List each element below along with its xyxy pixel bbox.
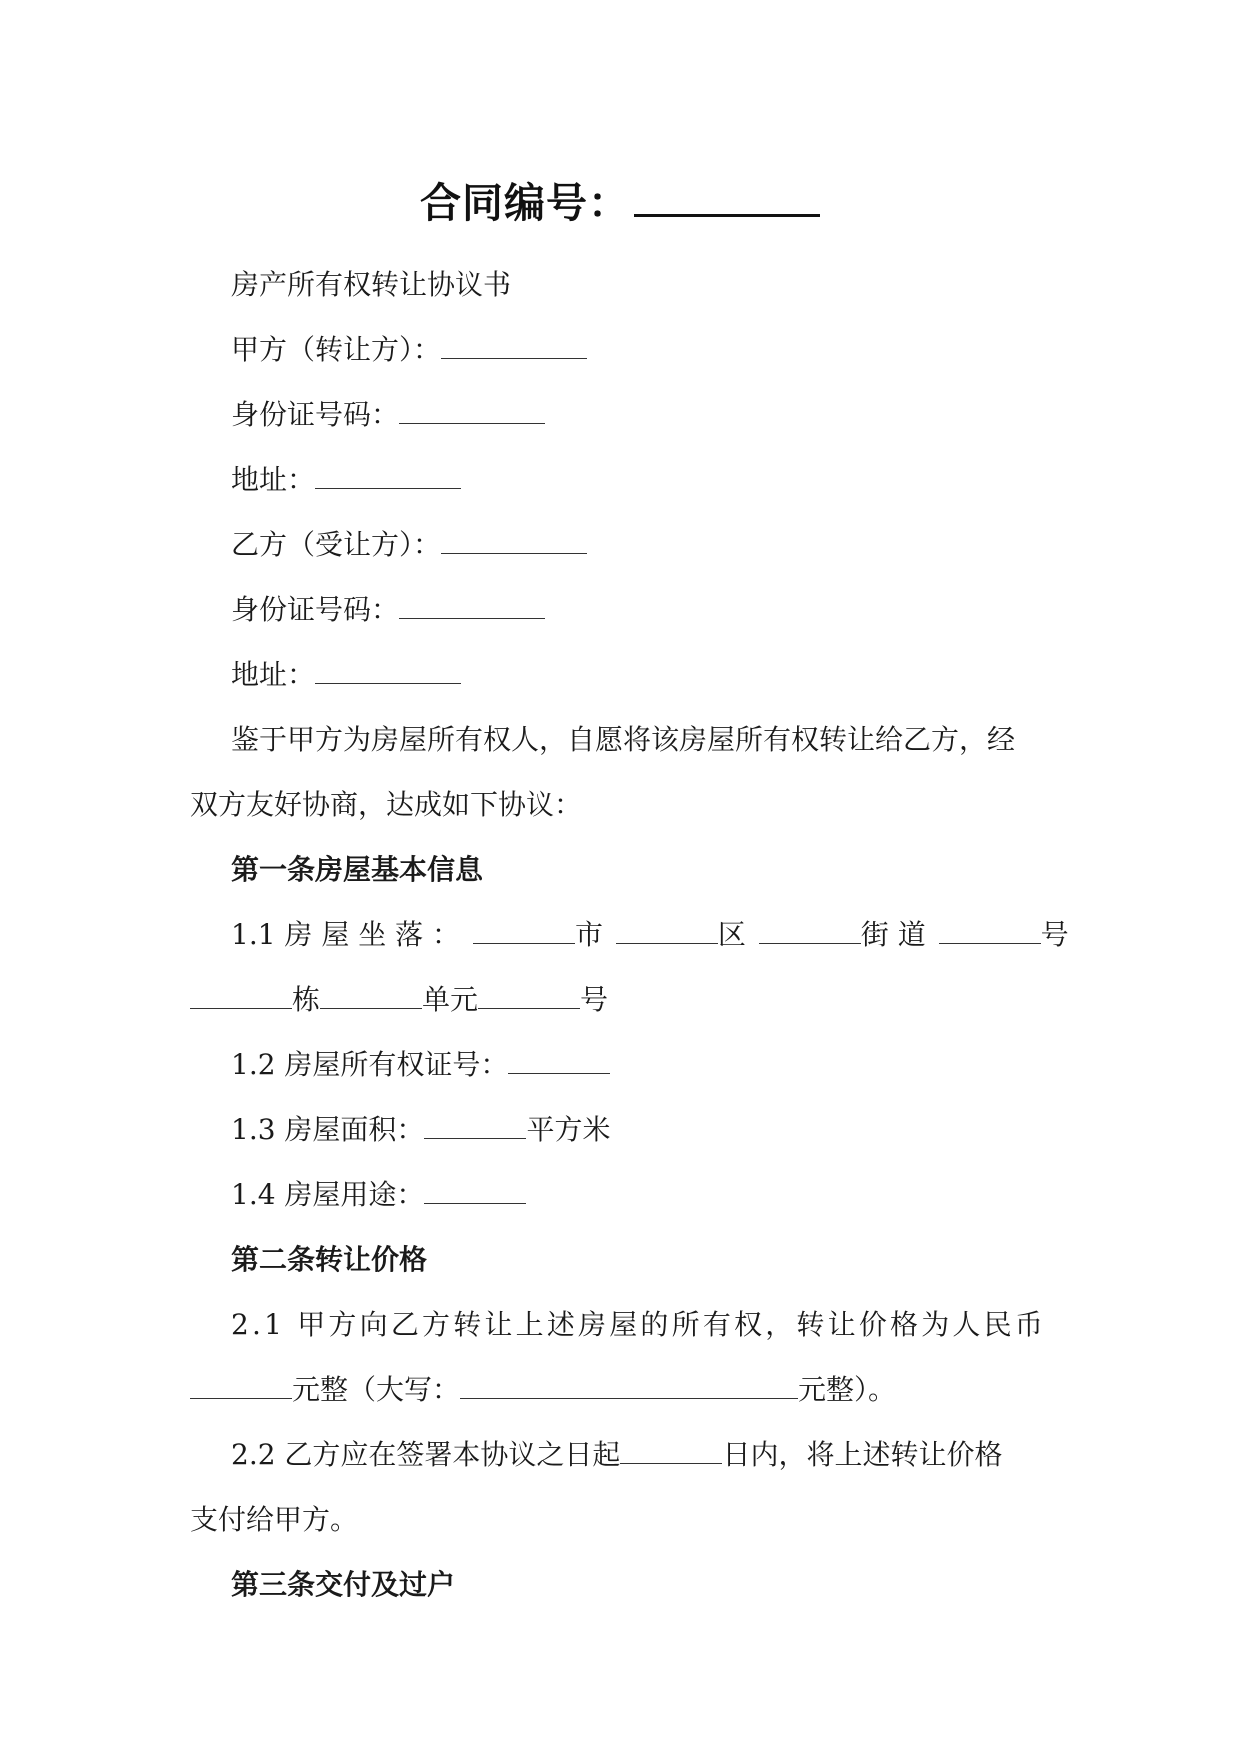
article-3-heading: 第三条交付及过户 — [231, 1568, 456, 1601]
room-number-blank[interactable] — [478, 984, 580, 1009]
price-uppercase-blank[interactable] — [460, 1374, 798, 1399]
street-label: 街 道 — [860, 918, 926, 951]
unit-label: 单元 — [422, 983, 479, 1016]
party-b-address-row — [231, 653, 461, 693]
area-blank[interactable] — [424, 1114, 526, 1139]
article-1-item-3-row — [231, 1108, 610, 1148]
certificate-label: 1.2 房屋所有权证号： — [231, 1048, 509, 1081]
party-b-address-blank[interactable] — [315, 659, 461, 684]
price-yuan-label: 元整（大写： — [292, 1373, 461, 1406]
street-blank[interactable] — [759, 919, 861, 944]
house-number-label: 号 — [1040, 918, 1069, 951]
payment-prefix: 2.2 乙方应在签署本协议之日起 — [231, 1438, 621, 1471]
party-b-label: 乙方（受让方）： — [231, 528, 442, 561]
party-a-id-label: 身份证号码： — [231, 398, 400, 431]
price-end-label: 元整）。 — [798, 1373, 897, 1406]
article-2-heading: 第二条转让价格 — [231, 1243, 428, 1276]
article-2-item-1-line-2 — [190, 1368, 896, 1408]
party-a-address-blank[interactable] — [315, 464, 461, 489]
party-a-id-row — [231, 393, 545, 433]
article-1-heading: 第一条房屋基本信息 — [231, 853, 484, 886]
district-label: 区 — [717, 918, 746, 951]
party-a-label: 甲方（转让方）： — [231, 333, 442, 366]
building-blank[interactable] — [190, 984, 292, 1009]
party-a-id-blank[interactable] — [399, 399, 545, 424]
article-1-item-4-row — [231, 1173, 526, 1213]
party-b-id-row — [231, 588, 545, 628]
article-2-item-2-line-1 — [231, 1433, 1002, 1473]
article-2-item-1-line-1: 2.1 甲方向乙方转让上述房屋的所有权，转让价格为人民币 — [231, 1308, 1047, 1341]
location-label: 1.1 房 屋 坐 落 ： — [231, 918, 461, 951]
article-1-item-2-row — [231, 1043, 610, 1083]
house-number-blank[interactable] — [939, 919, 1041, 944]
area-label: 1.3 房屋面积： — [231, 1113, 425, 1146]
district-blank[interactable] — [616, 919, 718, 944]
contract-number-label: 合同编号： — [420, 179, 630, 227]
party-a-address-row — [231, 458, 461, 498]
party-b-id-blank[interactable] — [399, 594, 545, 619]
building-label: 栋 — [292, 983, 321, 1016]
intro-line-2: 双方友好协商，达成如下协议： — [190, 788, 583, 821]
room-number-label: 号 — [580, 983, 609, 1016]
intro-line-1: 鉴于甲方为房屋所有权人，自愿将该房屋所有权转让给乙方，经 — [231, 723, 1016, 756]
area-unit: 平方米 — [526, 1113, 611, 1146]
payment-days-blank[interactable] — [620, 1439, 722, 1464]
usage-label: 1.4 房屋用途： — [231, 1178, 425, 1211]
certificate-blank[interactable] — [508, 1049, 610, 1074]
city-label: 市 — [574, 918, 603, 951]
party-b-row — [231, 523, 587, 563]
party-a-blank[interactable] — [441, 334, 587, 359]
contract-number-title — [0, 170, 1240, 229]
usage-blank[interactable] — [424, 1179, 526, 1204]
document-heading: 房产所有权转让协议书 — [231, 268, 512, 301]
payment-suffix: 日内，将上述转让价格 — [722, 1438, 1003, 1471]
party-b-address-label: 地址： — [231, 658, 316, 691]
price-blank[interactable] — [190, 1374, 292, 1399]
party-a-row — [231, 328, 587, 368]
contract-number-blank[interactable] — [634, 178, 820, 217]
party-a-address-label: 地址： — [231, 463, 316, 496]
party-b-id-label: 身份证号码： — [231, 593, 400, 626]
city-blank[interactable] — [473, 919, 575, 944]
article-2-item-2-line-2: 支付给甲方。 — [190, 1503, 359, 1536]
article-1-item-1-row — [231, 913, 1069, 953]
article-1-item-1-row-2 — [190, 978, 608, 1018]
party-b-blank[interactable] — [441, 529, 587, 554]
unit-blank[interactable] — [320, 984, 422, 1009]
